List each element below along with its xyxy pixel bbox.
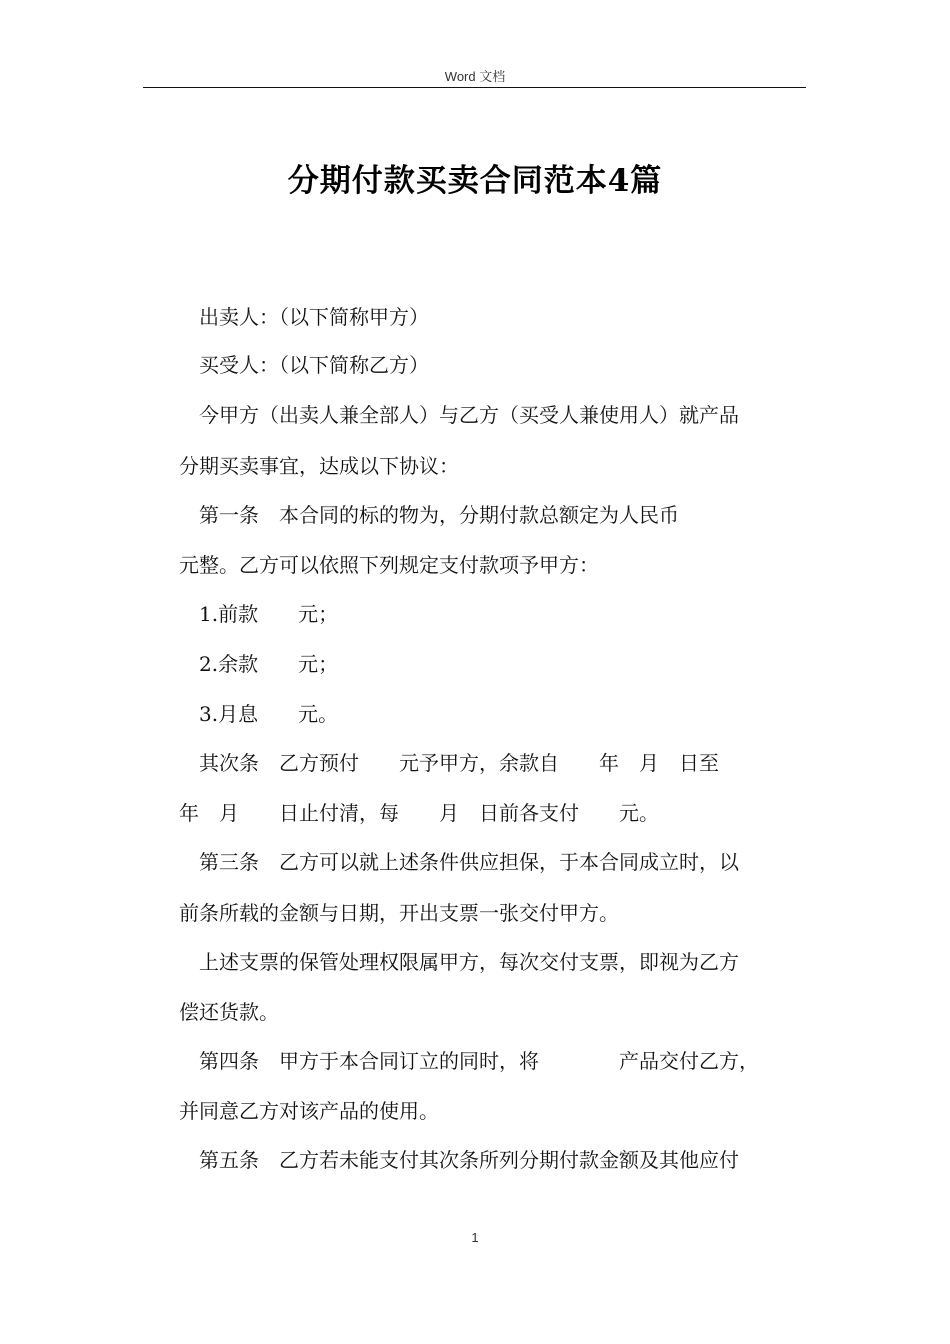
body-line-article-3-cont: 前条所载的金额与日期，开出支票一张交付甲方。 xyxy=(179,901,619,925)
body-line-article-1: 第一条 本合同的标的物为，分期付款总额定为人民币 xyxy=(199,503,679,527)
body-line-item-3: 3.月息 元。 xyxy=(199,702,339,726)
body-line-item-2: 2.余款 元； xyxy=(199,652,339,676)
body-line-cheque-note: 上述支票的保管处理权限属甲方，每次交付支票，即视为乙方 xyxy=(199,950,739,974)
body-line-article-1-cont: 元整。乙方可以依照下列规定支付款项予甲方： xyxy=(179,553,599,577)
header-label: Word 文档 xyxy=(444,69,506,84)
body-line-buyer: 买受人：（以下简称乙方） xyxy=(199,353,429,377)
body-line-item-1: 1.前款 元； xyxy=(199,602,339,626)
body-line-preamble-cont: 分期买卖事宜，达成以下协议： xyxy=(179,454,459,478)
body-line-article-2: 其次条 乙方预付 元予甲方，余款自 年 月 日至 xyxy=(199,751,719,775)
body-line-article-3: 第三条 乙方可以就上述条件供应担保，于本合同成立时，以 xyxy=(199,850,739,874)
page-number: 1 xyxy=(471,1230,479,1245)
body-line-preamble: 今甲方（出卖人兼全部人）与乙方（买受人兼使用人）就产品 xyxy=(199,403,739,427)
body-line-article-2-cont: 年 月 日止付清，每 月 日前各支付 元。 xyxy=(179,801,659,825)
body-line-cheque-note-cont: 偿还货款。 xyxy=(179,1000,279,1024)
header-divider xyxy=(143,87,806,88)
body-line-article-4: 第四条 甲方于本合同订立的同时，将 产品交付乙方， xyxy=(199,1049,759,1073)
body-line-article-4-cont: 并同意乙方对该产品的使用。 xyxy=(179,1099,439,1123)
body-line-seller: 出卖人：（以下简称甲方） xyxy=(199,305,429,329)
document-title: 分期付款买卖合同范本4篇 xyxy=(287,163,663,199)
body-line-article-5: 第五条 乙方若未能支付其次条所列分期付款金额及其他应付 xyxy=(199,1148,739,1172)
